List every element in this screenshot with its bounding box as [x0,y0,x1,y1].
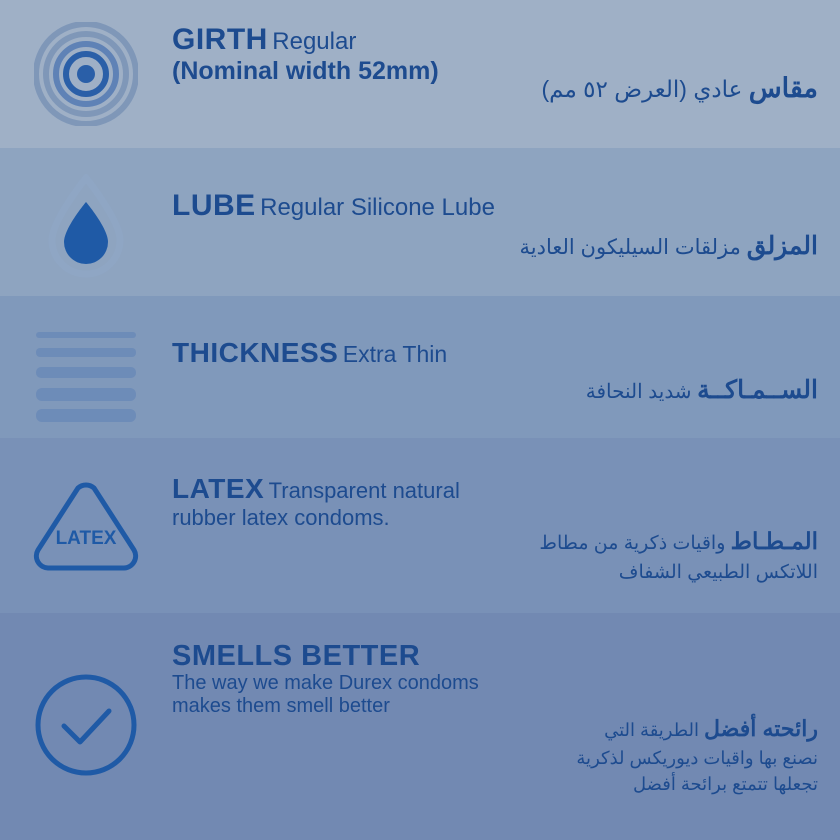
feature-arabic-rest: مزلقات السيليكون العادية [519,236,747,259]
feature-kicker: LATEX [172,473,265,504]
icon-column [0,673,172,777]
feature-desc: Extra Thin [342,341,448,367]
feature-kicker: SMELLS BETTER [172,640,421,672]
feature-arabic-rest: الطريقة التي [604,720,699,740]
feature-row-lube [0,148,840,296]
feature-headline [172,190,818,222]
feature-row-latex [0,438,840,613]
feature-arabic [541,72,818,106]
text-column [172,613,840,794]
feature-arabic-rest: عادي (العرض ٥٢ مم) [541,76,749,102]
feature-arabic-line3: تجعلها تتمتع برائحة أفضل [633,773,818,794]
feature-kicker: THICKNESS [172,337,339,368]
concentric-circles-icon [34,22,138,126]
text-column [172,0,840,103]
feature-arabic-strong: رائحته أفضل [704,716,818,741]
icon-column [0,480,172,576]
feature-arabic-line2: نصنع بها واقيات ديوريكس لذكرية [576,747,818,768]
icon-column [0,330,172,422]
text-column [172,438,840,583]
feature-subline: makes them smell better [172,694,390,717]
feature-arabic-strong: المزلق [746,232,818,260]
feature-arabic-strong: الســمـاكــة [697,376,818,404]
feature-arabic [586,374,818,407]
text-column [172,296,840,404]
feature-row-thickness [0,296,840,438]
feature-headline [172,24,818,56]
feature-desc: Regular [272,28,357,55]
feature-arabic [539,524,818,587]
feature-arabic-line1 [576,713,818,745]
latex-triangle-icon [30,480,142,576]
text-column [172,148,840,260]
feature-arabic [576,713,818,797]
droplet-icon [44,174,128,280]
feature-desc: Regular Silicone Lube [260,194,495,221]
feature-arabic-line2: اللاتكس الطبيعي الشفاف [618,561,818,583]
feature-desc: The way we make Durex condoms [172,672,479,695]
feature-arabic [520,230,819,263]
feature-arabic-line1 [539,524,818,559]
feature-headline [172,338,818,368]
feature-kicker: GIRTH [172,23,268,56]
icon-column [0,22,172,126]
feature-subline: rubber latex condoms. [172,505,390,531]
feature-desc: Transparent natural [268,478,460,503]
stacked-lines-icon [32,330,140,422]
feature-row-smells-better [0,613,840,840]
feature-row-girth [0,0,840,148]
check-circle-icon [34,673,138,777]
feature-arabic-strong: المـطـاط [730,528,818,554]
icon-column [0,174,172,280]
feature-arabic-strong: مقاس [748,73,818,103]
feature-arabic-rest: شديد النحافة [585,381,698,403]
feature-headline [172,474,818,504]
feature-arabic-rest: واقيات ذكرية من مطاط [539,533,731,554]
latex-icon-label: LATEX [55,528,117,549]
feature-subline: (Nominal width 52mm) [172,57,439,86]
feature-kicker: LUBE [172,189,256,222]
